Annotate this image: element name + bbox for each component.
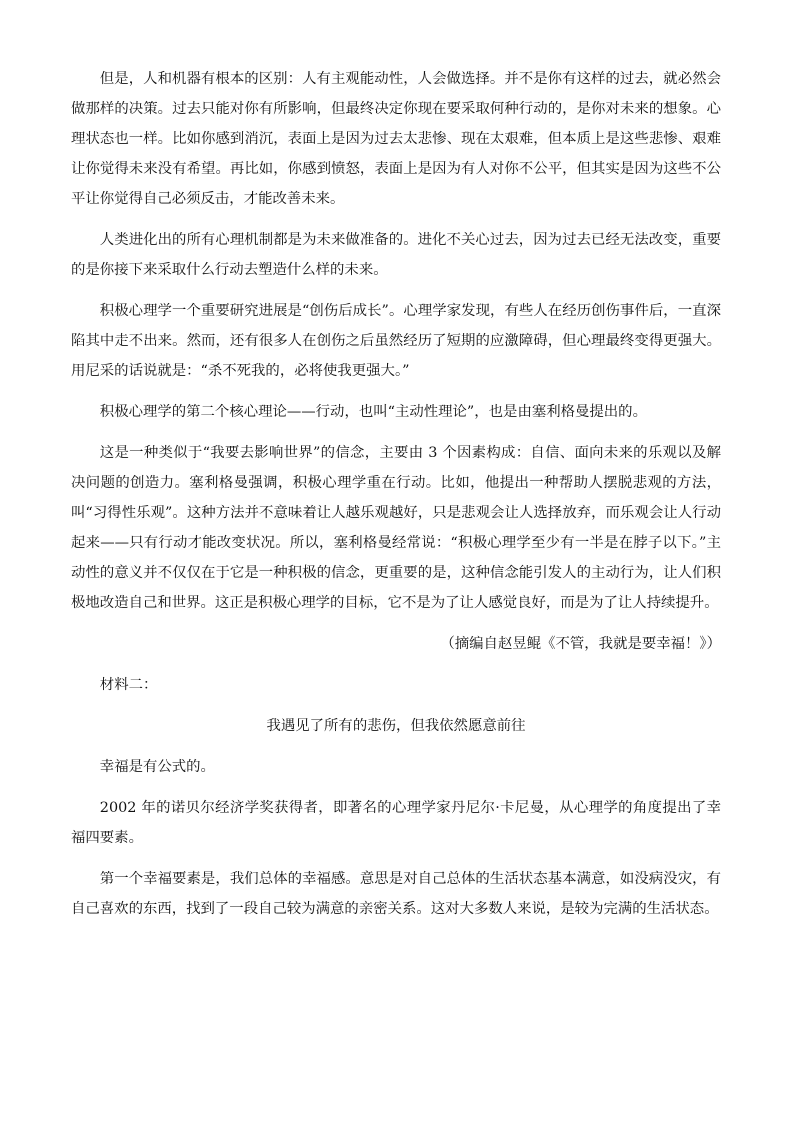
material1-paragraph-1: 但是，人和机器有根本的区别：人有主观能动性，人会做选择。并不是你有这样的过去，就必然会做那样的决策。过去只能对你有所影响，但最终决定你现在要采取何种行动的，是你对未来的想象。心理状态也一样。比如你感到消沉，表面上是因为过去太悲惨、现在太艰难，但本质上是这些悲惨、艰难让你觉得未来没有希望。再比如，你感到愤怒，表面上是因为有人对你不公平，但其实是因为这些不公平让你觉得自己必须反击，才能改善未来。 <box>71 71 721 207</box>
document-page <box>71 64 721 935</box>
material1-paragraph-4: 积极心理学的第二个核心理论——行动，也叫“主动性理论”，也是由塞利格曼提出的。 <box>99 404 647 420</box>
material1-paragraph-2: 人类进化出的所有心理机制都是为未来做准备的。进化不关心过去，因为过去已经无法改变，重要的是你接下来采取什么行动去塑造什么样的未来。 <box>71 232 721 278</box>
material2-title: 我遇见了所有的悲伤，但我依然愿意前往 <box>266 718 526 734</box>
material2-paragraph-3: 第一个幸福要素是，我们总体的幸福感。意思是对自己总体的生活状态基本满意，如没病没灾，有自己喜欢的东西，找到了一段自己较为满意的亲密关系。这对大多数人来说，是较为完满的生活状态。 <box>71 871 721 917</box>
material1-paragraph-3: 积极心理学一个重要研究进展是“创伤后成长”。心理学家发现，有些人在经历创伤事件后，一直深陷其中走不出来。然而，还有很多人在创伤之后虽然经历了短期的应激障碍，但心理最终变得更强大。用尼采的话说就是：“杀不死我的，必将使我更强大。” <box>71 303 721 379</box>
material1-paragraph-5: 这是一种类似于“我要去影响世界”的信念，主要由 3 个因素构成：自信、面向未来的乐观以及解决问题的创造力。塞利格曼强调，积极心理学重在行动。比如，他提出一种帮助人摆脱悲观的方法，叫“习得性乐观”。这种方法并不意味着让人越乐观越好，只是悲观会让人选择放弃，而乐观会让人行动起来——只有行动才能改变状况。所以，塞利格曼经常说：“积极心理学至少有一半是在脖子以下。”主动性的意义并不仅仅在于它是一种积极的信念，更重要的是，这种信念能引发人的主动行为，让人们积极地改造自己和世界。这正是积极心理学的目标，它不是为了让人感觉良好，而是为了让人持续提升。 <box>71 445 721 611</box>
material2-paragraph-2: 2002 年的诺贝尔经济学奖获得者，即著名的心理学家丹尼尔·卡尼曼，从心理学的角度提出了幸福四要素。 <box>71 800 721 846</box>
material2-label: 材料二： <box>99 677 158 693</box>
material2-paragraph-1: 幸福是有公式的。 <box>99 759 215 775</box>
material1-source: （摘编自赵昱鲲《不管，我就是要幸福！》） <box>440 636 721 652</box>
